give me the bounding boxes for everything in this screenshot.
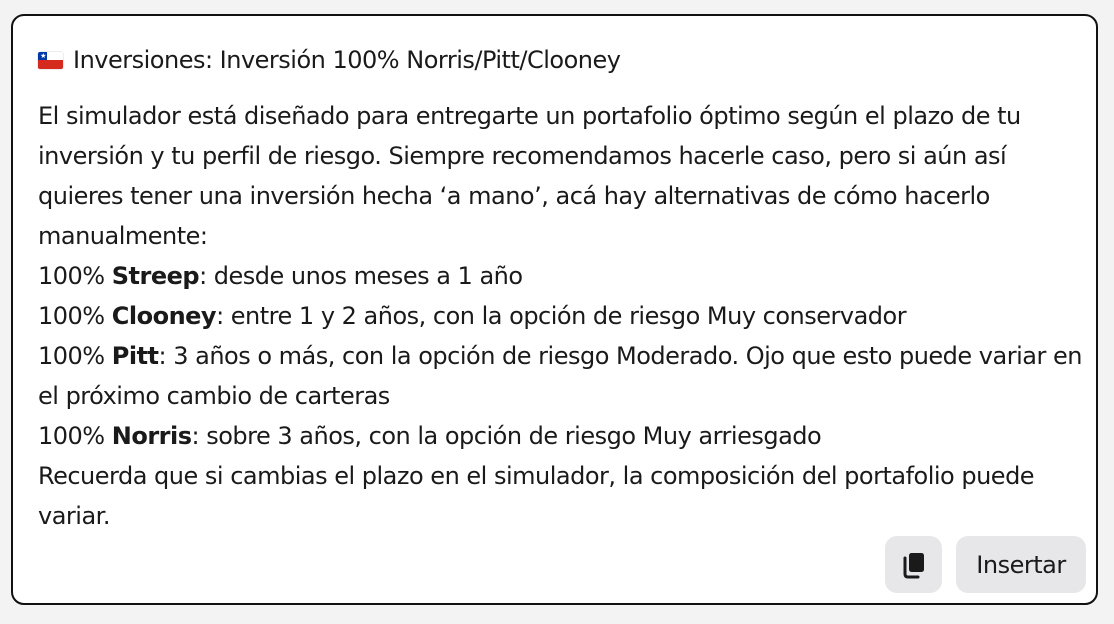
option-fund-name: Norris [111,422,192,450]
option-fund-name: Pitt [111,342,159,370]
option-prefix: 100% [38,262,112,290]
option-prefix: 100% [38,422,112,450]
option-detail: : 3 años o más, con la opción de riesgo Moderado. Ojo que esto puede variar en el próximo cambio de carteras [38,342,1082,410]
option-line-pitt [38,336,1083,416]
option-fund-name: Streep [111,262,200,290]
copy-button[interactable] [885,536,942,593]
snippet-header [38,44,620,76]
option-detail: : desde unos meses a 1 año [199,262,523,290]
option-line-norris [38,416,1083,456]
option-detail: : entre 1 y 2 años, con la opción de riesgo Muy conservador [216,302,907,330]
closing-text: Recuerda que si cambias el plazo en el simulador, la composición del portafolio puede variar. [38,462,1035,530]
option-detail: : sobre 3 años, con la opción de riesgo Muy arriesgado [191,422,822,450]
copy-icon [901,551,927,579]
intro-text: El simulador está diseñado para entregarte un portafolio óptimo según el plazo de tu inversión y tu perfil de riesgo. Siempre recomendamos hacerle caso, pero si aún así quieres tener una inversión hecha ‘a mano’, acá hay alternativas de cómo hacerlo manualmente: [38,102,1021,250]
option-line-clooney [38,296,1083,336]
option-prefix: 100% [38,342,112,370]
insert-button[interactable]: Insertar [956,536,1086,593]
snippet-body [38,96,1083,536]
snippet-title: Inversiones: Inversión 100% Norris/Pitt/Clooney [73,46,621,74]
option-prefix: 100% [38,302,112,330]
option-line-streep [38,256,1083,296]
chile-flag-icon: ★ [38,52,63,69]
snippet-card [11,14,1098,605]
option-fund-name: Clooney [111,302,217,330]
